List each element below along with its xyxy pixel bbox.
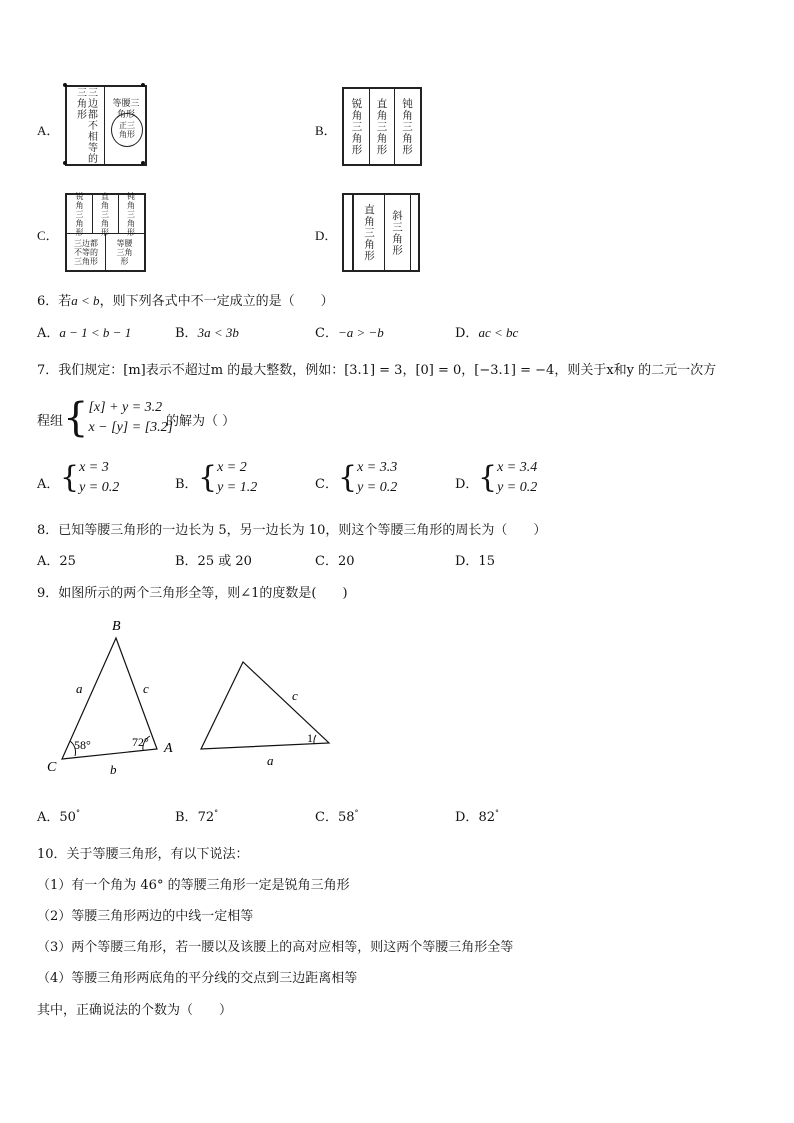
option-letter: D． [455,810,479,825]
option-b-label: B． [315,123,337,138]
q7-option-a [60,458,119,498]
q7-option-b-letter: B． [175,477,198,492]
cell-obtuse: 钝角三角形 [401,97,413,156]
cell-scalene: 三边都不等的三角形 [74,238,98,266]
system-eq-1: [x] + y = 3.2 [88,400,163,415]
q6-condition: a < b [71,293,100,308]
option-row: x = 2 [217,460,247,475]
degree-sign: ° [214,808,219,818]
question-10-stem: 10．关于等腰三角形，有以下说法： [37,847,249,862]
angle-1-label: 1 [307,731,313,745]
angle-1-arc [314,735,316,744]
brace-icon: { [338,460,358,495]
triangle-2 [201,662,329,768]
option-row: x = 3.4 [497,460,538,475]
q7-option-c-letter: C． [315,477,338,492]
q6-option-d [455,322,518,341]
vertex-c-label: C [47,760,57,775]
brace-icon: { [198,460,218,495]
corner-dot [141,161,145,165]
option-letter: A． [37,810,60,825]
option-value: 50 [59,810,76,825]
option-expr: ac < bc [478,325,519,340]
cell-acute: 锐角三角形 [75,191,84,237]
option-row: y = 0.2 [357,480,398,495]
side-a-label: a [76,681,83,696]
q7-option-c [338,458,397,498]
cell-right: 直角三角形 [101,191,109,237]
question-7-line2-prefix: 程组 [37,414,64,429]
q10-statement-2: （2）等腰三角形两边的中线一定相等 [37,909,254,924]
q7-system [63,396,173,440]
diagram-option-b [342,87,422,166]
option-row: x = 3 [79,460,109,475]
angle-a-value: 72° [132,735,149,749]
q7-option-d-letter: D． [455,477,479,492]
angle-c-value: 58° [74,738,91,752]
brace-icon: { [63,395,89,441]
cell-oblique: 斜三角形 [391,209,403,256]
corner-dot [63,83,67,87]
vertex-a-label: A [164,741,173,756]
option-row: y = 0.2 [79,480,120,495]
option-letter: B． [175,810,198,825]
option-letter: D． [455,326,479,341]
q10-statement-1: （1）有一个角为 46° 的等腰三角形一定是锐角三角形 [37,878,350,893]
option-expr: 3a < 3b [197,325,239,340]
cell-right: 直角三角形 [375,97,388,156]
q9-option-a [37,806,80,825]
degree-sign: ° [75,808,80,818]
q7-option-d [478,458,537,498]
system-eq-2: x − [y] = [3.2] [88,420,174,435]
option-letter: C． [315,810,338,825]
question-8-stem: 8．已知等腰三角形的一边长为 5，另一边长为 10，则这个等腰三角形的周长为（ ） [37,523,547,538]
cell-scalene: 三边都不相等的三角形 [74,87,97,164]
q8-option-b: B．25 或 20 [175,554,252,569]
option-letter: B． [175,326,198,341]
degree-sign: ° [354,808,359,818]
question-6-stem [37,290,334,309]
cell-obtuse: 钝角三角形 [127,191,135,237]
option-d-label: D． [315,228,338,243]
q6-option-b [175,322,239,341]
brace-icon: { [478,460,498,495]
q7-option-b [198,458,257,498]
q8-option-c: C．20 [315,554,355,569]
option-row: y = 0.2 [497,480,538,495]
q10-statement-4: （4）等腰三角形两底角的平分线的交点到三边距离相等 [37,971,358,986]
option-c-label: C． [37,228,59,243]
option-value: 58 [337,810,355,825]
question-7-line2-suffix: 的解为（ ） [166,414,236,429]
option-value: 72 [197,810,215,825]
q6-option-c [315,322,384,341]
option-expr: a − 1 < b − 1 [59,325,132,340]
question-9-stem: 9．如图所示的两个三角形全等，则∠1的度数是( ) [37,586,348,601]
q7-option-a-letter: A． [37,477,60,492]
option-row: x = 3.3 [357,460,398,475]
q6-prefix: 6．若 [37,294,72,309]
option-letter: A． [37,326,60,341]
cell-right: 直角三角形 [363,203,375,262]
corner-dot [141,83,145,87]
option-value: 82 [478,810,495,825]
cell-acute: 锐角三角形 [350,97,363,156]
cell-isosceles: 等腰三角形 [112,99,140,120]
q9-option-c [315,806,359,825]
option-expr: −a > −b [337,325,384,340]
side-c-label: c [143,681,149,696]
q6-option-a [37,322,131,341]
side-c-label: c [292,688,298,703]
q9-option-d [455,806,499,825]
side-a-label: a [267,753,274,768]
congruent-triangles-figure [40,610,350,785]
q8-option-d: D．15 [455,554,495,569]
cell-isosceles: 等腰三角形 [116,238,133,266]
corner-dot [63,161,67,165]
cell-equilateral: 正三角形 [119,121,135,139]
option-letter: C． [315,326,338,341]
diagram-option-d [342,193,420,272]
brace-icon: { [60,460,80,495]
q9-option-b [175,806,218,825]
option-row: y = 1.2 [217,480,258,495]
q6-suffix: ，则下列各式中不一定成立的是（ ） [99,294,334,309]
option-a-label: A． [37,123,60,138]
diagram-option-a [65,85,147,166]
q10-statement-3: （3）两个等腰三角形，若一腰以及该腰上的高对应相等，则这两个等腰三角形全等 [37,940,514,955]
vertex-b-label: B [112,619,121,634]
question-7-stem: 7．我们规定：[m]表示不超过m 的最大整数，例如：[3.1] = 3，[0] = 0，[−3.1] = −4，则关于x和y 的二元一次方 [37,363,717,378]
q8-option-a: A．25 [37,554,76,569]
side-b-label: b [110,762,117,777]
triangle-1 [47,619,173,777]
degree-sign: ° [494,808,499,818]
q10-conclusion: 其中，正确说法的个数为（ ） [37,1003,233,1018]
diagram-option-c [65,193,146,272]
